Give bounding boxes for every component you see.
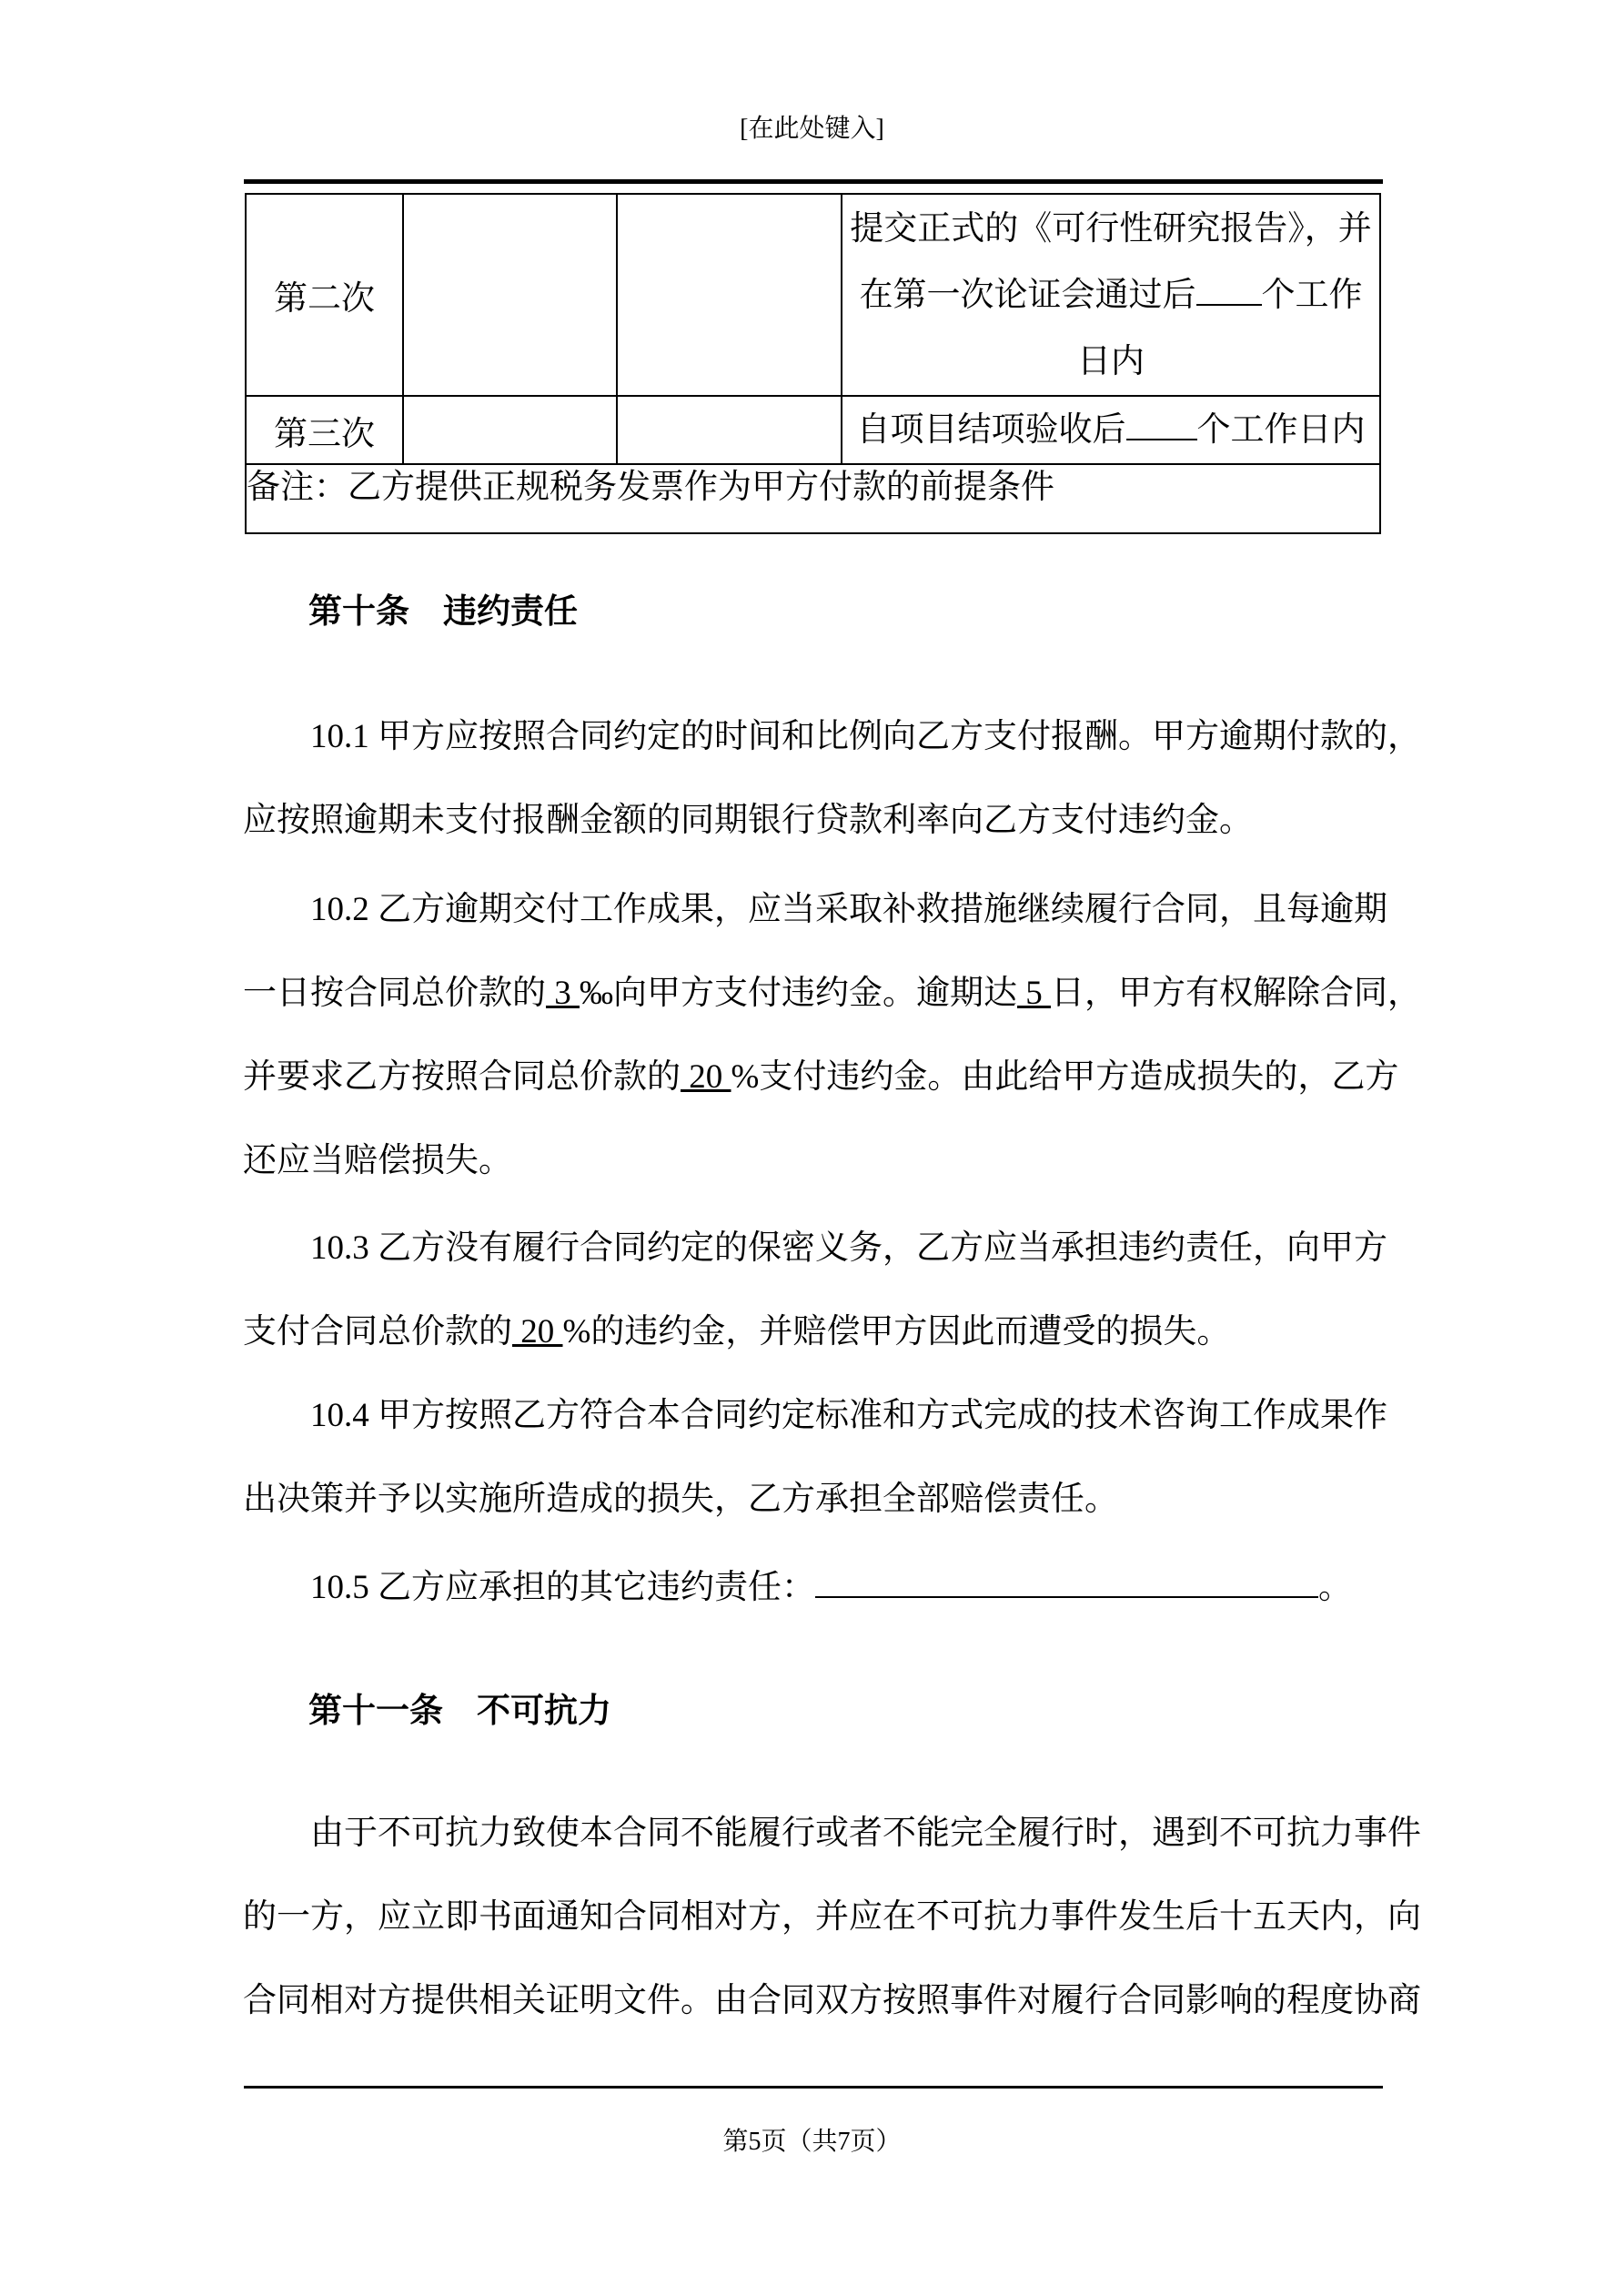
paragraph-11-1	[243, 1792, 1421, 2043]
paragraph-line: 10.2 乙方逾期交付工作成果，应当采取补救措施继续履行合同，且每逾期	[310, 891, 1387, 928]
table-continuation-rule	[244, 179, 1383, 184]
paragraph-line: 合同相对方提供相关证明文件。由合同双方按照事件对履行合同影响的程度协商	[243, 1982, 1421, 2019]
underlined-number: 20	[681, 1058, 731, 1096]
paragraph-line: 10.3 乙方没有履行合同约定的保密义务，乙方应当承担违约责任，向甲方	[310, 1229, 1387, 1267]
fill-in-blank	[815, 1591, 1318, 1598]
page-number: 第5页（共7页）	[722, 2128, 902, 2156]
paragraph-10-5	[243, 1546, 1383, 1630]
paragraph-line: 由于不可抗力致使本合同不能履行或者不能完全履行时，遇到不可抗力事件	[310, 1815, 1421, 1852]
third-payment-empty-cell-2	[617, 396, 842, 464]
paragraph-line: 一日按合同总价款的 3 ‰向甲方支付违约金。逾期达 5 日，甲方有权解除合同，	[243, 975, 1421, 1012]
paragraph-line: 10.1 甲方应按照合同约定的时间和比例向乙方支付报酬。甲方逾期付款的，	[310, 718, 1421, 755]
paragraph-line: 支付合同总价款的 20 %的违约金，并赔偿甲方因此而遭受的损失。	[243, 1313, 1231, 1350]
paragraph-10-4	[243, 1374, 1387, 1542]
paragraph-line: 还应当赔偿损失。	[243, 1142, 512, 1179]
fill-in-blank	[1196, 298, 1262, 306]
paragraph-line: 10.4 甲方按照乙方符合本合同约定标准和方式完成的技术咨询工作成果作	[310, 1397, 1387, 1434]
second-payment-empty-cell-1	[403, 194, 617, 396]
underlined-number: 5	[1017, 975, 1051, 1012]
third-payment-label-cell: 第三次	[246, 396, 403, 464]
paragraph-line: 出决策并予以实施所造成的损失，乙方承担全部赔偿责任。	[243, 1481, 1118, 1518]
third-payment-terms-cell: 自项目结项验收后 个工作日内	[842, 396, 1380, 464]
underlined-number: 20	[512, 1313, 563, 1350]
second-payment-empty-cell-2	[617, 194, 842, 396]
page-header-placeholder: [在此处键入]	[740, 115, 884, 143]
terms-line-3: 日内	[1077, 342, 1145, 380]
fill-in-blank	[1126, 433, 1197, 440]
paragraph-line: 的一方，应立即书面通知合同相对方，并应在不可抗力事件发生后十五天内，向	[243, 1898, 1421, 1936]
underlined-number: 3	[546, 975, 580, 1012]
paragraph-line: 应按照逾期未支付报酬金额的同期银行贷款利率向乙方支付违约金。	[243, 802, 1253, 839]
payment-schedule-table	[245, 193, 1381, 534]
second-payment-terms-cell	[842, 194, 1380, 396]
terms-line-2: 在第一次论证会通过后 个工作	[859, 276, 1363, 314]
section-11-heading: 第十一条 不可抗力	[308, 1692, 611, 1729]
paragraph-line: 并要求乙方按照合同总价款的 20 %支付违约金。由此给甲方造成损失的，乙方	[243, 1058, 1399, 1096]
paragraph-10-1	[243, 695, 1421, 863]
paragraph-10-2	[243, 868, 1421, 1203]
table-row-second-payment	[246, 194, 1380, 396]
paragraph-line: 10.5 乙方应承担的其它违约责任： 。	[310, 1569, 1352, 1606]
table-row-note	[246, 464, 1380, 533]
terms-line-1: 提交正式的《可行性研究报告》，并	[850, 209, 1372, 248]
footer-rule	[244, 2086, 1383, 2089]
note-cell: 备注：乙方提供正规税务发票作为甲方付款的前提条件	[246, 464, 1380, 533]
second-payment-label-cell: 第二次	[246, 194, 403, 396]
third-payment-empty-cell-1	[403, 396, 617, 464]
table-row-third-payment	[246, 396, 1380, 464]
section-10-heading: 第十条 违约责任	[308, 592, 578, 630]
paragraph-10-3	[243, 1207, 1387, 1374]
